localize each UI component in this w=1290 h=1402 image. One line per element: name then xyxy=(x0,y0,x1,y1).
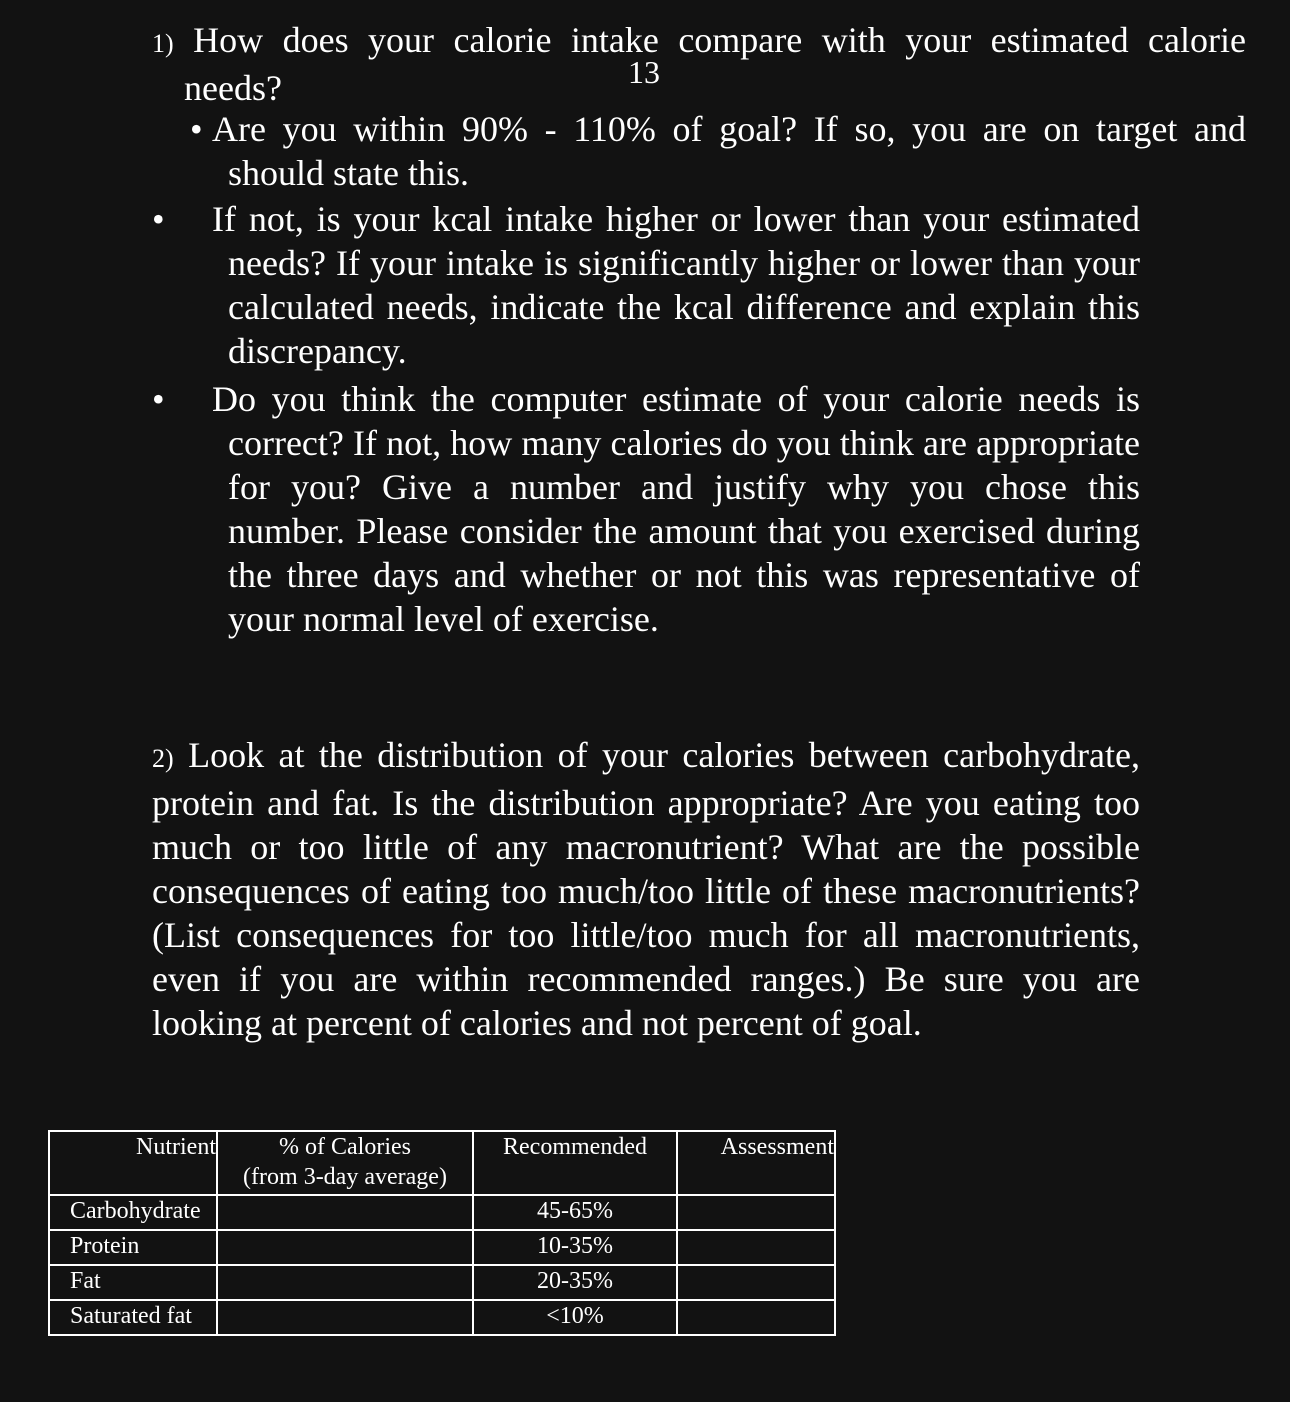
page-number: 13 xyxy=(628,54,660,90)
table-row xyxy=(49,1265,835,1300)
bullet-first-line xyxy=(190,107,1246,151)
row-protein-recommended: 10-35% xyxy=(473,1230,677,1265)
question-1-line-2: needs? xyxy=(184,68,282,108)
table-row xyxy=(49,1195,835,1230)
header-percent-calories xyxy=(217,1131,473,1195)
row-fat-assessment-cell[interactable] xyxy=(677,1265,835,1300)
bullet-item-estimate-correct xyxy=(152,377,1140,641)
table-header-row xyxy=(49,1131,835,1195)
header-percent-calories-line-2: (from 3-day average) xyxy=(243,1164,447,1190)
bullet-text: Do you think the computer estimate of your calorie needs is correct? If not, how many calories do you think are appropriate for you? Give a number and justify why you chose this number. Please consider the amount that you exercised during the three days and whether or not this was representative of your normal level of exercise. xyxy=(212,379,1140,639)
question-1-text: How does your calorie intake compare with your estimated calorie xyxy=(193,20,1246,60)
table-row xyxy=(49,1230,835,1265)
question-2 xyxy=(152,733,1140,1045)
row-protein-calories-cell[interactable] xyxy=(217,1230,473,1265)
question-2-text: Look at the distribution of your calories between carbohydrate, protein and fat. Is the distribution appropriate? Are you eating too much or too little of any macronutrient? What are the possible consequences of eating too much/too little of these macronutrients? (List consequences for too little/too much for all macronutrients, even if you are within recommended ranges.) Be sure you are looking at percent of calories and not percent of goal. xyxy=(152,735,1141,1043)
row-carbohydrate-recommended: 45-65% xyxy=(473,1195,677,1230)
row-fat-calories-cell[interactable] xyxy=(217,1265,473,1300)
bullet-paragraph xyxy=(152,197,1140,373)
table-row xyxy=(49,1300,835,1335)
row-fat-name: Fat xyxy=(49,1265,217,1300)
bullet-icon: • xyxy=(152,199,165,239)
bullet-item-on-target xyxy=(190,107,1246,195)
row-carbohydrate-assessment-cell[interactable] xyxy=(677,1195,835,1230)
row-protein-name: Protein xyxy=(49,1230,217,1265)
bullet-icon: • xyxy=(152,379,165,419)
bullet-item-kcal-difference xyxy=(152,197,1140,373)
row-saturated-fat-name: Saturated fat xyxy=(49,1300,217,1335)
question-1-line-1 xyxy=(152,18,1246,66)
row-saturated-fat-calories-cell[interactable] xyxy=(217,1300,473,1335)
header-recommended: Recommended xyxy=(473,1131,677,1195)
question-1 xyxy=(152,18,1246,110)
row-protein-assessment-cell[interactable] xyxy=(677,1230,835,1265)
macronutrient-table xyxy=(48,1130,836,1336)
header-assessment: Assessment xyxy=(677,1131,835,1195)
row-fat-recommended: 20-35% xyxy=(473,1265,677,1300)
bullet-continuation: should state this. xyxy=(228,153,469,193)
row-carbohydrate-calories-cell[interactable] xyxy=(217,1195,473,1230)
bullet-paragraph xyxy=(152,377,1140,641)
header-percent-calories-line-1: % of Calories xyxy=(279,1134,411,1160)
bullet-icon: • xyxy=(190,109,203,149)
row-carbohydrate-name: Carbohydrate xyxy=(49,1195,217,1230)
row-saturated-fat-assessment-cell[interactable] xyxy=(677,1300,835,1335)
header-nutrient: Nutrient xyxy=(49,1131,217,1195)
bullet-text: Are you within 90% - 110% of goal? If so, you are on target and xyxy=(212,109,1246,149)
question-2-number: 2) xyxy=(152,744,174,773)
bullet-text: If not, is your kcal intake higher or lower than your estimated needs? If your intake is significantly higher or lower than your calculated needs, indicate the kcal difference and explain this discrepancy. xyxy=(212,199,1140,371)
row-saturated-fat-recommended: <10% xyxy=(473,1300,677,1335)
question-1-number: 1) xyxy=(152,29,174,58)
